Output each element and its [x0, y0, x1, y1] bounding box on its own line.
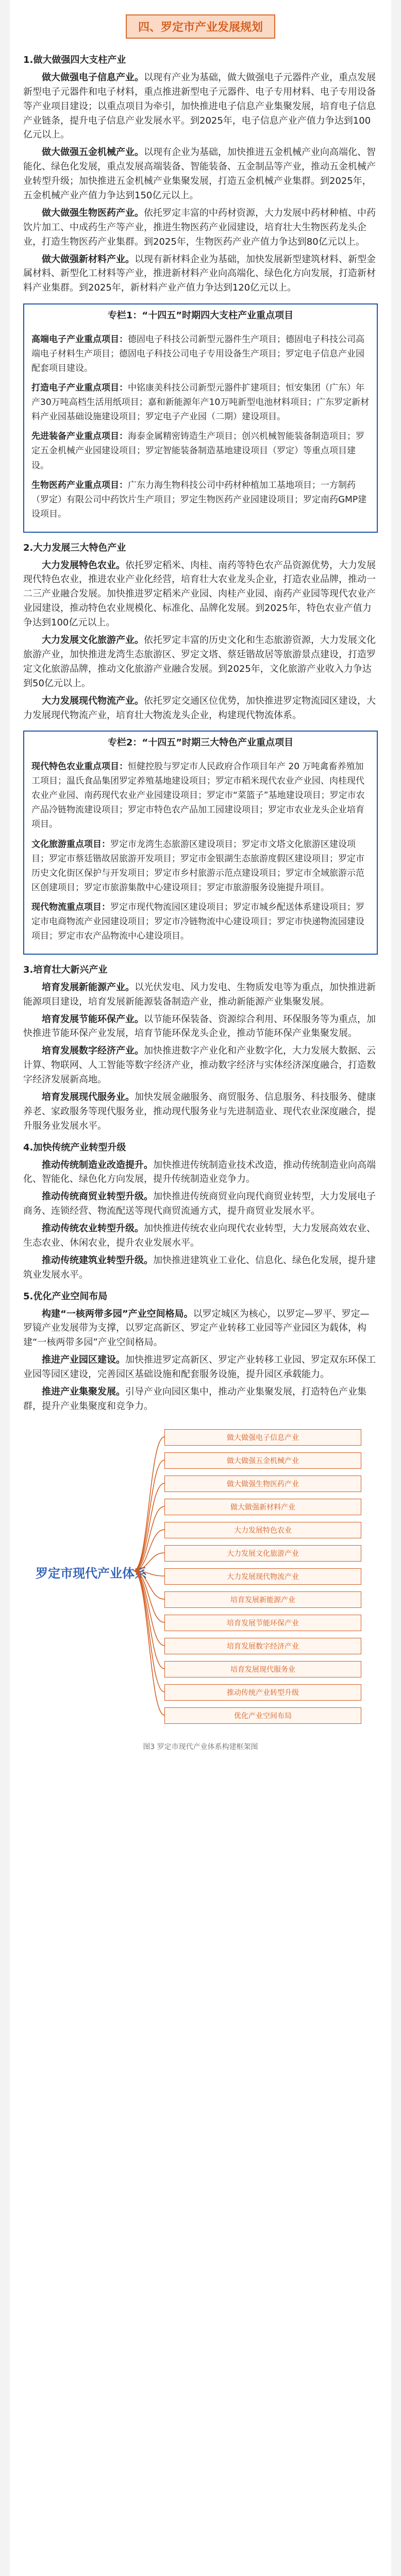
page — [10, 0, 391, 2576]
figure — [10, 1419, 391, 1752]
section-heading: 4.加快传统产业转型升级 — [23, 1142, 126, 1153]
paragraph — [23, 1307, 378, 1350]
paragraph-lead: 培育发展新能源产业。 — [42, 981, 135, 993]
paragraph — [23, 980, 378, 1009]
paragraph — [23, 145, 378, 203]
box-body — [24, 754, 377, 954]
paragraph-lead: 做大做强五金机械产业。 — [42, 147, 144, 158]
diagram-root-label: 罗定市现代产业体系 — [36, 1566, 147, 1581]
paragraph — [23, 633, 378, 691]
diagram-node: 优化产业空间布局 — [164, 1707, 361, 1724]
box-item-lead: 打造电子产业重点项目： — [31, 383, 128, 394]
diagram-node: 推动传统产业转型升级 — [164, 1684, 361, 1701]
paragraph-text: 依托罗定稻米、肉桂、南药等特色农产品资源优势，大力发展现代特色农业，推进农业产业化经营，培育壮大农业龙头企业，打造农业品牌，推动一二三产业融合发展。加快推进罗定稻米产业园、肉桂产业园、南药产业园等现代农业产业园建设，推动特色农业规模化、标准化、品牌化发展。到2025年，特色农业产值力争达到100亿元以上。 — [23, 560, 376, 629]
box-item-text: 广东力海生物科技公司中药材种植加工基地项目；一方制药（罗定）有限公司中药饮片生产项目；罗定生物医药产业园建设项目；罗定南药GMP建设项目。 — [31, 480, 367, 519]
project-box — [23, 731, 378, 954]
paragraph-text: 依托罗定丰富的中药材资源，大力发展中药材种植、中药饮片加工、中成药生产等产业，推进生物医药产业园建设，培育壮大生物医药龙头企业，打造生物医药产业集群。到2025年，生物医药产业产值力争达到80亿元以上。 — [23, 207, 376, 247]
box-item-text: 海泰金属精密铸造生产项目；创兴机械智能装备制造项目；罗定五金机械产业园建设项目；罗定智能装备制造基地建设项目（罗定）等重点项目建设。 — [31, 431, 364, 471]
box-title: 专栏2：“十四五”时期三大特色产业重点项目 — [107, 737, 294, 749]
paragraph — [23, 1385, 378, 1414]
paragraph-lead: 做大做强新材料产业。 — [42, 253, 135, 265]
framework-diagram — [10, 1419, 391, 1738]
paragraph-text: 以光伏发电、风力发电、生物质发电等为重点，加快推进新能源项目建设，培育发展新能源装备制造产业，推动新能源产业集聚发展。 — [23, 981, 376, 1007]
section-heading: 3.培育壮大新兴产业 — [23, 964, 108, 975]
paragraph — [23, 71, 378, 142]
diagram-node: 培育发展新能源产业 — [164, 1591, 361, 1608]
diagram-node: 大力发展现代物流产业 — [164, 1568, 361, 1585]
diagram-connector — [133, 1530, 164, 1571]
paragraph — [23, 252, 378, 296]
paragraph-lead: 构建“一核两带多园”产业空间格局。 — [42, 1308, 193, 1319]
paragraph — [23, 1222, 378, 1250]
paragraph-lead: 大力发展现代物流产业。 — [42, 695, 144, 706]
box-item — [31, 429, 370, 472]
box-item — [31, 900, 370, 943]
paragraph-lead: 推动传统农业转型升级。 — [42, 1223, 144, 1234]
diagram-node: 做大做强五金机械产业 — [164, 1452, 361, 1469]
paragraph-text: 以现有新材料企业为基础，加快发展新型建筑材料、新型金属材料、新型化工材料等产业，推进新材料产业向高端化、绿色化方向发展，打造新材料产业集群。到2025年，新材料产业产值力争达到120亿元以上。 — [23, 253, 376, 294]
paragraph — [23, 1190, 378, 1218]
section-banner — [10, 0, 391, 39]
box-item-lead: 高端电子产业重点项目： — [31, 334, 128, 345]
paragraph — [23, 558, 378, 630]
section-heading: 1.做大做强四大支柱产业 — [23, 55, 126, 65]
diagram-connector — [133, 1483, 164, 1571]
project-box — [23, 303, 378, 532]
paragraph-text: 加快发展金融服务、商贸服务、信息服务、科技服务、健康养老、家政服务等现代服务业，推动现代服务业与先进制造业、现代农业深度融合，提升服务业发展水平。 — [23, 1091, 376, 1131]
box-item — [31, 837, 370, 895]
diagram-node: 大力发展文化旅游产业 — [164, 1545, 361, 1562]
paragraph-lead: 推动传统制造业改造提升。 — [42, 1159, 153, 1171]
diagram-node: 培育发展现代服务业 — [164, 1661, 361, 1677]
section-heading: 5.优化产业空间布局 — [23, 1291, 108, 1302]
box-item — [31, 478, 370, 521]
box-item-text: 德固电子科技公司新型元器件生产项目；德固电子科技公司高端电子材料生产项目；德固电子科技公司电子专用设备生产项目；罗定电子信息产业园配套项目建设。 — [31, 334, 364, 374]
diagram-node: 做大做强新材料产业 — [164, 1499, 361, 1515]
paragraph-text: 以罗定城区为核心，以罗定—罗平、罗定—罗镜产业发展带为支撑，以罗定高新区、罗定产业转移工业园等产业园区为载体，构建“一核两带多园”产业空间格局。 — [23, 1308, 370, 1348]
paragraph-lead: 推动传统商贸业转型升级。 — [42, 1191, 153, 1202]
paragraph-text: 加快推进罗定高新区、罗定产业转移工业园、罗定双东环保工业园等园区建设，完善园区基础设施和配套服务设施，提升园区承载能力。 — [23, 1354, 376, 1380]
box-item-lead: 生物医药产业重点项目： — [31, 480, 128, 490]
paragraph-lead: 推进产业园区建设。 — [42, 1354, 125, 1366]
document-body — [10, 39, 391, 1414]
section-title: 四、罗定市产业发展规划 — [126, 14, 275, 39]
paragraph-text: 以节能环保装备、资源综合利用、环保服务等为重点，加快推进节能环保产业发展，培育节能环保龙头企业，推动节能环保产业集聚发展。 — [23, 1013, 376, 1039]
box-item-text: 中铭康美科技公司新型元器件扩建项目；恒安集团（广东）年产30万吨高档生活用纸项目；嘉和新能源年产10万吨新型电池材料项目；广东罗定新材料产业园基础设施建设项目；罗定电子产业园（二期）建设项目。 — [31, 383, 370, 422]
paragraph — [23, 1158, 378, 1187]
box-item-text: 罗定市现代物流园区建设项目；罗定市城乡配送体系建设项目；罗定市电商物流产业园建设项目；罗定市冷链物流中心建设项目；罗定市快递物流园建设项目；罗定市农产品物流中心建设项目。 — [31, 902, 364, 941]
paragraph-text: 加快推进传统商贸业向现代商贸业转型，大力发展电子商务、连锁经营、物流配送等现代商贸流通方式，提升商贸业发展水平。 — [23, 1191, 376, 1217]
diagram-node: 大力发展特色农业 — [164, 1522, 361, 1538]
paragraph-lead: 大力发展特色农业。 — [42, 560, 125, 571]
box-item-lead: 现代物流重点项目： — [31, 902, 110, 912]
paragraph-lead: 推动传统建筑业转型升级。 — [42, 1255, 153, 1266]
box-body — [24, 327, 377, 532]
diagram-connector — [133, 1460, 164, 1571]
figure-caption: 图3 罗定市现代产业体系构建框架图 — [143, 1742, 258, 1751]
box-title: 专栏1：“十四五”时期四大支柱产业重点项目 — [107, 310, 294, 321]
paragraph-text: 以现有企业为基础，加快推进五金机械产业向高端化、智能化、绿色化发展，重点发展高端装备、智能装备、五金制品等产业，推动五金机械产业转型升级；加快推进五金机械产业集聚发展，打造五金机械产业集群。到2025年，五金机械产业产值力争达到150亿元以上。 — [23, 147, 376, 201]
paragraph — [23, 1012, 378, 1041]
paragraph-lead: 做大做强生物医药产业。 — [42, 207, 144, 218]
box-item — [31, 332, 370, 376]
paragraph — [23, 1253, 378, 1282]
box-item-lead: 现代特色农业重点项目： — [31, 761, 128, 772]
box-item — [31, 381, 370, 424]
paragraph-lead: 大力发展文化旅游产业。 — [42, 635, 144, 646]
paragraph-text: 依托罗定交通区位优势，加快推进罗定物流园区建设，大力发展现代物流产业，培育壮大物流龙头企业，构建现代物流体系。 — [23, 695, 376, 721]
diagram-node: 培育发展数字经济产业 — [164, 1638, 361, 1654]
diagram-connector — [133, 1571, 164, 1622]
paragraph — [23, 1353, 378, 1382]
box-item — [31, 759, 370, 832]
box-item-lead: 先进装备产业重点项目： — [31, 431, 128, 442]
section-heading: 2.大力发展三大特色产业 — [23, 542, 126, 553]
paragraph-text: 以现有产业为基础，做大做强电子元器件产业，重点发展新型电子元器件和电子材料，重点推进新型电子元器件、电子专用材料、电子专用设备等产业项目建设；以重点项目为牵引，加快推进电子信息产业集聚发展，培育电子信息产业链条，提升电子信息产业发展水平。到2025年，电子信息产业产值力争达到100亿元以上。 — [23, 72, 376, 141]
diagram-connector — [133, 1571, 164, 1692]
paragraph-text: 加快推进数字产业化和产业数字化，大力发展大数据、云计算、物联网、人工智能等数字经济产业，推动数字经济与实体经济深度融合，打造数字经济发展新高地。 — [23, 1045, 376, 1086]
box-item-text: 恒健控股与罗定市人民政府合作项目年产 20 万吨禽畜养殖加工项目；温氏食品集团罗定养殖基地建设项目；罗定市稻米现代农业产业园、肉桂现代农业产业园、南药现代农业产业园建设项目；罗定市“菜篮子”基地建设项目；罗定市农产品冷链物流建设项目；罗定市特色农产品加工园建设项目；罗定市农业龙头企业培育项目。 — [31, 761, 365, 830]
paragraph-lead: 培育发展现代服务业。 — [42, 1091, 135, 1103]
box-item-text: 罗定市龙湾生态旅游区建设项目；罗定市文塔文化旅游区建设项目；罗定市蔡廷锴故居旅游开发项目；罗定市金银湖生态旅游度假区建设项目；罗定市历史文化街区保护与开发项目；罗定市乡村旅游示范点建设项目；罗定市全域旅游示范区创建项目；罗定市旅游集散中心建设项目；罗定市旅游服务设施提升项目。 — [31, 839, 364, 893]
paragraph-text: 依托罗定丰富的历史文化和生态旅游资源，大力发展文化旅游产业，加快推进龙湾生态旅游区、罗定文塔、蔡廷锴故居等旅游景点建设，打造罗定文化旅游品牌，推动文化旅游产业融合发展。到2025年，文化旅游产业收入力争达到50亿元以上。 — [23, 635, 376, 689]
paragraph-lead: 培育发展数字经济产业。 — [42, 1045, 144, 1057]
paragraph-lead: 培育发展节能环保产业。 — [42, 1013, 144, 1025]
paragraph — [23, 1044, 378, 1087]
diagram-node: 培育发展节能环保产业 — [164, 1615, 361, 1631]
diagram-node: 做大做强电子信息产业 — [164, 1429, 361, 1446]
paragraph-lead: 推进产业集聚发展。 — [42, 1386, 125, 1397]
paragraph-lead: 做大做强电子信息产业。 — [42, 72, 144, 83]
paragraph-text: 引导产业向园区集中，推动产业集聚发展，打造特色产业集群，提升产业集聚度和竞争力。 — [23, 1386, 366, 1412]
paragraph — [23, 694, 378, 723]
paragraph — [23, 206, 378, 249]
paragraph-text: 加快推进传统农业向现代农业转型，大力发展高效农业、生态农业、休闲农业，提升农业发展水平。 — [23, 1223, 376, 1248]
paragraph — [23, 1090, 378, 1133]
box-item-lead: 文化旅游重点项目： — [31, 839, 110, 850]
paragraph-text: 加快推进建筑业工业化、信息化、绿色化发展，提升建筑业发展水平。 — [23, 1255, 376, 1280]
diagram-node: 做大做强生物医药产业 — [164, 1476, 361, 1492]
paragraph-text: 加快推进传统制造业技术改造，推动传统制造业向高端化、智能化、绿色化方向发展，提升传统制造业竞争力。 — [23, 1159, 376, 1185]
